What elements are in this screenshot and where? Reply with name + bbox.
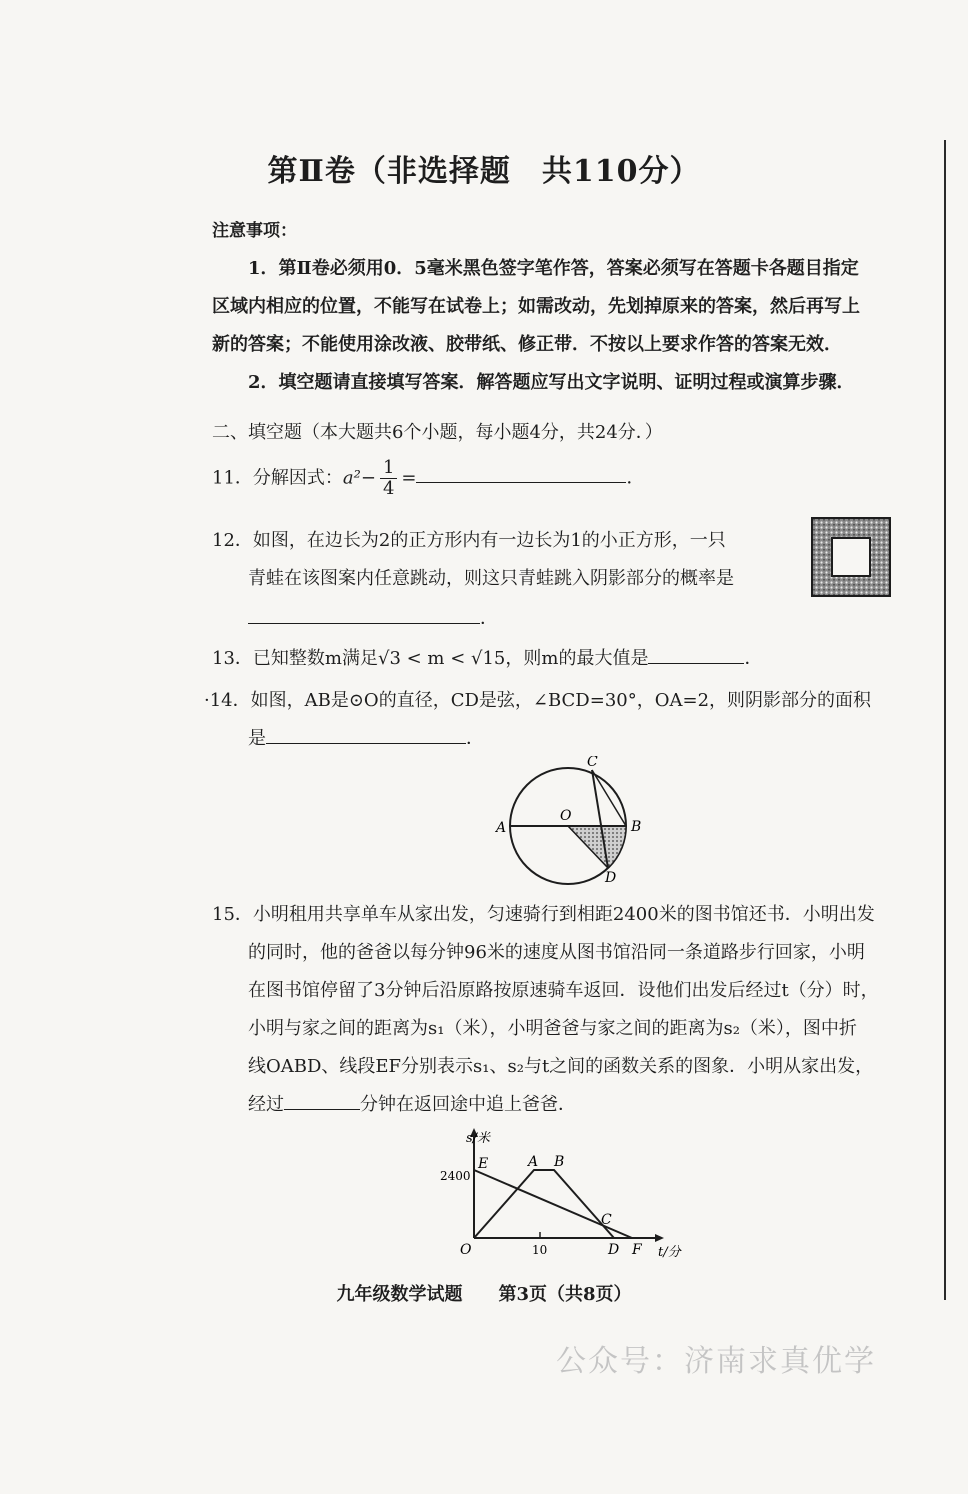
q15-x-arrow xyxy=(655,1234,664,1242)
question-15-line-2: 的同时，他的爸爸以每分钟96米的速度从图书馆沿同一条道路步行回家，小明 xyxy=(248,942,865,963)
watermark: 公众号：济南求真优学 xyxy=(556,1344,876,1379)
q15-label-o: O xyxy=(460,1242,472,1258)
q15-label-c: C xyxy=(601,1212,612,1228)
notice-item-2: 2．填空题请直接填写答案．解答题应写出文字说明、证明过程或演算步骤． xyxy=(248,372,855,393)
q15-label-e: E xyxy=(478,1156,489,1172)
q15-label-f: F xyxy=(632,1242,642,1258)
q11-frac-num: 1 xyxy=(380,458,397,479)
notice-item-1-line-3: 新的答案；不能使用涂改液、胶带纸、修正带．不按以上要求作答的答案无效． xyxy=(212,334,842,355)
question-15-line-3: 在图书馆停留了3分钟后沿原路按原速骑车返回．设他们出发后经过t（分）时， xyxy=(248,980,879,1001)
q15-text-6a: 经过 xyxy=(248,1094,284,1115)
question-14-line-1: ·14．如图，AB是⊙O的直径，CD是弦，∠BCD=30°，OA=2，则阴影部分的面积 xyxy=(204,690,872,711)
q15-graph xyxy=(436,1124,686,1260)
q14-label-d: D xyxy=(605,870,617,886)
q15-x-tick: 10 xyxy=(532,1243,548,1257)
notice-heading: 注意事项： xyxy=(212,221,297,241)
section-2-heading: 二、填空题（本大题共6个小题，每小题4分，共24分．） xyxy=(212,422,663,443)
q14-text-2: 是 xyxy=(248,728,266,749)
q15-label-b: B xyxy=(554,1154,565,1170)
question-12-line-3 xyxy=(248,604,498,630)
q11-frac-den: 4 xyxy=(382,477,395,499)
q15-label-d: D xyxy=(608,1242,620,1258)
question-14-line-2 xyxy=(248,724,484,750)
question-15-line-4: 小明与家之间的距离为s₁（米），小明爸爸与家之间的距离为s₂（米），图中折 xyxy=(248,1018,857,1039)
q13-end: ． xyxy=(744,648,763,669)
q13-answer-blank[interactable] xyxy=(648,645,744,664)
q11-expr: a²− xyxy=(342,467,376,489)
q14-label-a: A xyxy=(496,820,507,836)
q15-line-oabd xyxy=(474,1170,614,1238)
q15-answer-blank[interactable] xyxy=(284,1091,360,1110)
q12-answer-blank[interactable] xyxy=(248,605,480,624)
notice-item-1-line-2: 区域内相应的位置，不能写在试卷上；如需改动，先划掉原来的答案，然后再写上 xyxy=(212,296,860,317)
q14-label-b: B xyxy=(631,819,642,835)
q11-end: ． xyxy=(626,467,645,489)
q11-answer-blank[interactable] xyxy=(416,464,626,483)
q15-y-label: s/米 xyxy=(466,1131,491,1146)
notice-item-1-line-1: 1．第Ⅱ卷必须用0．5毫米黑色签字笔作答，答案必须写在答题卡各题目指定 xyxy=(248,258,859,279)
question-15-line-6 xyxy=(248,1090,576,1116)
question-12-line-2: 青蛙在该图案内任意跳动，则这只青蛙跳入阴影部分的概率是 xyxy=(248,568,734,589)
question-15-line-5: 线OABD、线段EF分别表示s₁、s₂与t之间的函数关系的图象．小明从家出发， xyxy=(248,1056,874,1077)
q11-prefix: 11．分解因式： xyxy=(212,467,343,489)
question-13 xyxy=(212,644,762,670)
q15-y-tick: 2400 xyxy=(440,1169,471,1183)
page-title: 第Ⅱ卷（非选择题 共110分） xyxy=(267,154,701,189)
q12-end: ． xyxy=(480,608,498,629)
q14-label-o: O xyxy=(560,808,572,824)
q14-circle-figure xyxy=(492,756,662,886)
q15-x-label: t/分 xyxy=(658,1245,681,1260)
q15-text-6b: 分钟在返回途中追上爸爸． xyxy=(360,1094,576,1115)
q13-text: 13．已知整数m满足√3 < m < √15，则m的最大值是 xyxy=(212,648,649,669)
question-15-line-1: 15．小明租用共享单车从家出发，匀速骑行到相距2400米的图书馆还书．小明出发 xyxy=(212,904,875,925)
q11-equals: = xyxy=(401,467,417,489)
q12-square-figure xyxy=(810,516,892,598)
q12-inner-square xyxy=(832,538,870,576)
question-12-line-1: 12．如图，在边长为2的正方形内有一边长为1的小正方形，一只 xyxy=(212,530,726,551)
q14-answer-blank[interactable] xyxy=(266,725,466,744)
q14-label-c: C xyxy=(587,756,598,770)
q14-end: ． xyxy=(466,728,484,749)
page-footer: 九年级数学试题 第3页（共8页） xyxy=(336,1284,632,1305)
margin-rule xyxy=(944,140,946,1300)
question-11 xyxy=(212,458,644,499)
q14-shaded-region xyxy=(568,826,626,868)
q11-fraction xyxy=(380,458,397,499)
q15-label-a: A xyxy=(528,1154,539,1170)
